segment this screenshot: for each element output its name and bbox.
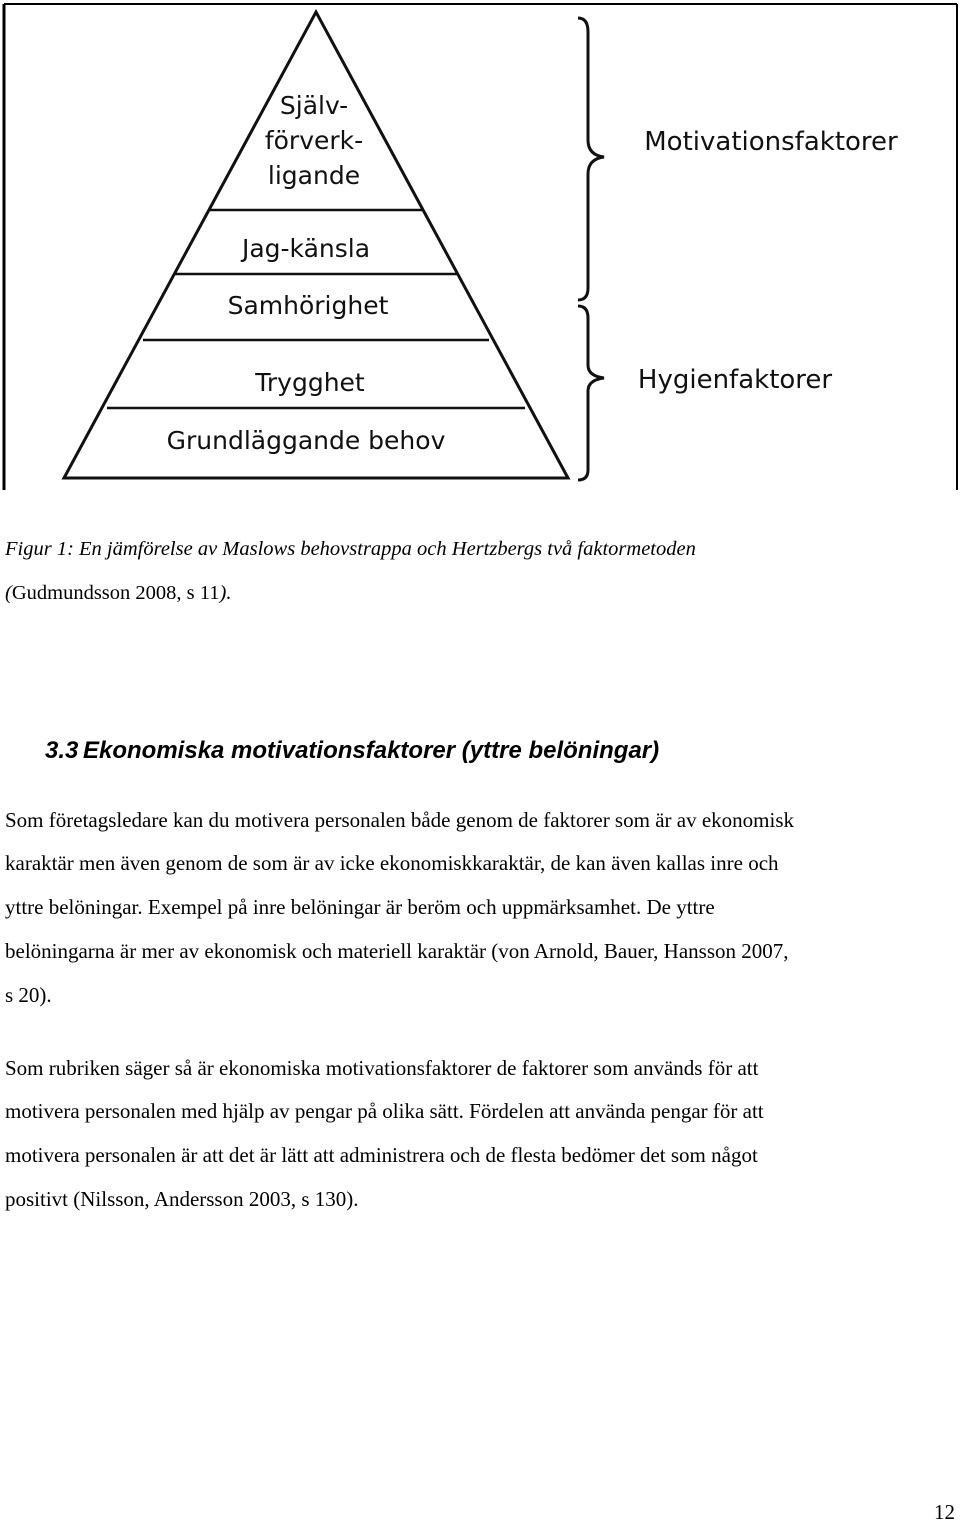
- level-label-line: ligande: [267, 161, 361, 190]
- curly-bracket-icon: [578, 18, 604, 300]
- section-number: 3.3: [45, 737, 79, 764]
- level-label-esteem: Jag-känsla: [241, 234, 371, 263]
- caption-paren-open: (: [5, 582, 12, 604]
- level-label-line: förverk-: [264, 126, 364, 155]
- section-heading: [45, 736, 659, 766]
- level-self-actualization: [265, 91, 363, 190]
- curly-bracket-icon: [578, 306, 604, 480]
- paragraph-line: yttre belöningar. Exempel på inre belöningar är beröm och uppmärksamhet. De yttre: [5, 895, 715, 919]
- level-label-belonging: Samhörighet: [227, 291, 389, 320]
- level-label-line: Själv-: [279, 91, 349, 120]
- paragraph-line: belöningarna är mer av ekonomisk och materiell karaktär (von Arnold, Bauer, Hansson 2007,: [5, 939, 789, 963]
- paragraph-line: s 20).: [5, 983, 52, 1007]
- paragraph-line: Som företagsledare kan du motivera personalen både genom de faktorer som är av ekonomisk: [5, 808, 794, 832]
- caption-paren-close: ).: [219, 582, 232, 604]
- paragraph-line: motivera personalen med hjälp av pengar på olika sätt. Fördelen att använda pengar för att: [5, 1099, 764, 1123]
- section-title: Ekonomiska motivationsfaktorer (yttre belöningar): [83, 737, 660, 764]
- bracket-label-hygiene: Hygienfaktorer: [637, 365, 833, 395]
- paragraph-line: karaktär men även genom de som är av icke ekonomiskkaraktär, de kan även kallas inre och: [5, 851, 779, 875]
- bracket-label-motivation: Motivationsfaktorer: [644, 127, 898, 157]
- page-number: 12: [934, 1500, 955, 1524]
- paragraph-line: motivera personalen är att det är lätt att administrera och de flesta bedömer det som något: [5, 1143, 758, 1167]
- figure-caption-line-2: [5, 582, 935, 604]
- paragraph-line: Som rubriken säger så är ekonomiska motivationsfaktorer de faktorer som används för att: [5, 1056, 759, 1080]
- pyramid-diagram: [0, 0, 960, 492]
- paragraph-line: positivt (Nilsson, Andersson 2003, s 130).: [5, 1187, 359, 1211]
- level-label-safety: Trygghet: [255, 368, 365, 397]
- caption-source: Gudmundsson 2008, s 11: [11, 582, 220, 604]
- level-label-basic-needs: Grundläggande behov: [166, 426, 446, 455]
- figure-caption-line-1: Figur 1: En jämförelse av Maslows behovstrappa och Hertzbergs två faktormetoden: [5, 538, 696, 560]
- maslow-herzberg-figure: [0, 0, 960, 492]
